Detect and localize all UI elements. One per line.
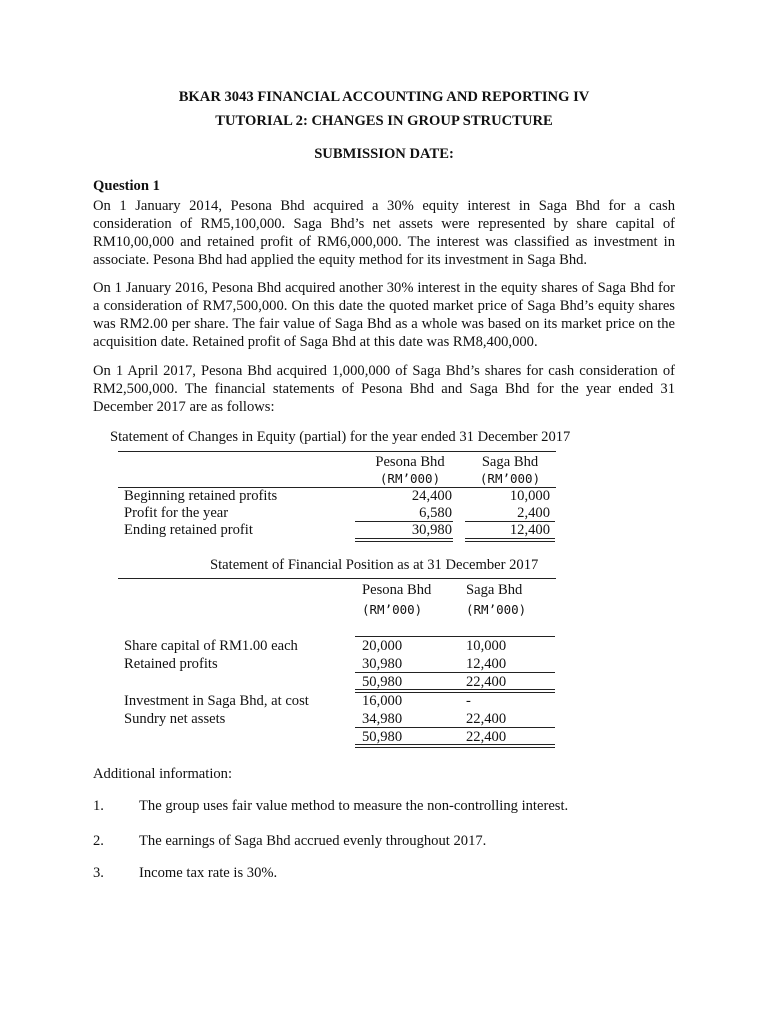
soce-col-saga: Saga Bhd [481,454,539,470]
soce-title: Statement of Changes in Equity (partial) for the year ended 31 December 2017 [110,429,571,445]
sofp-unit-pesona: (RM’000) [362,602,423,617]
sofp-col-saga: Saga Bhd [466,582,523,598]
additional-item-text: The earnings of Saga Bhd accrued evenly throughout 2017. [139,833,487,849]
tutorial-title: TUTORIAL 2: CHANGES IN GROUP STRUCTURE [215,113,553,129]
sofp-top-rule [118,578,556,579]
sofp-row-label: Retained profits [124,656,218,672]
sofp-unit-saga: (RM’000) [466,602,527,617]
paragraph-2: On 1 January 2016, Pesona Bhd acquired another 30% interest in the equity shares of Saga Bhd for a consideration of RM7,500,000. On this date the quoted market price of Saga Bhd’s equity shares was RM2.00 per share. The fair value of Saga Bhd as a whole was based on its market price on the acquisition date. Retained profit of Saga Bhd at this date was RM8,400,000. [93,280,675,350]
soce-row-value: 12,400 [509,522,550,538]
additional-item-number: 2. [93,833,104,849]
soce-top-rule [118,451,556,452]
soce-total-rule [355,541,453,542]
soce-row-label: Ending retained profit [124,522,253,538]
soce-row-value: 6,580 [419,505,452,521]
soce-row-value: 2,400 [517,505,550,521]
sofp-row-value: 20,000 [362,638,403,654]
sofp-row-value: 12,400 [466,656,507,672]
additional-item-text: The group uses fair value method to measure the non-controlling interest. [139,798,569,814]
sofp-row-value: 22,400 [466,674,507,690]
paragraph-1: On 1 January 2014, Pesona Bhd acquired a 30% equity interest in Saga Bhd for a cash consideration of RM5,100,000. Saga Bhd’s net assets were represented by share capital of RM10,00,000 and retained profit of RM6,000,000. The interest was classified as investment in associate. Pesona Bhd had applied the equity method for its investment in Saga Bhd. [93,198,675,268]
course-title: BKAR 3043 FINANCIAL ACCOUNTING AND REPORTING IV [178,89,590,105]
soce-row-label: Profit for the year [124,505,229,521]
sofp-row-value: - [466,693,471,709]
additional-item-number: 3. [93,865,104,881]
soce-col-pesona: Pesona Bhd [375,454,445,470]
soce-total-rule [465,541,555,542]
sofp-row-value: 34,980 [362,711,403,727]
soce-unit-saga: (RM’000) [479,471,541,486]
sofp-row-value: 10,000 [466,638,507,654]
sofp-row-label: Sundry net assets [124,711,226,727]
sofp-row-value: 30,980 [362,656,403,672]
sofp-row-value: 22,400 [466,711,507,727]
sofp-total-rule [355,747,555,748]
additional-item-number: 1. [93,798,104,814]
soce-row-value: 30,980 [411,522,452,538]
sofp-row-value: 16,000 [362,693,403,709]
soce-total-rule [355,538,453,539]
sofp-title: Statement of Financial Position as at 31 December 2017 [210,557,539,573]
sofp-total-rule [355,744,555,745]
sofp-row-label: Investment in Saga Bhd, at cost [124,693,309,709]
soce-unit-pesona: (RM’000) [379,471,441,486]
paragraph-3: On 1 April 2017, Pesona Bhd acquired 1,000,000 of Saga Bhd’s shares for cash consideration of RM2,500,000. The financial statements of Pesona Bhd and Saga Bhd for the year ended 31 December 2017 are as follows: [93,363,675,415]
soce-row-value: 24,400 [411,488,452,504]
sofp-row-value: 50,980 [362,729,403,745]
question-title: Question 1 [93,178,160,194]
soce-row-value: 10,000 [509,488,550,504]
soce-total-rule [465,538,555,539]
sofp-col-pesona: Pesona Bhd [362,582,432,598]
sofp-row-value: 22,400 [466,729,507,745]
sofp-total-rule [355,689,555,690]
sofp-row-value: 50,980 [362,674,403,690]
submission-date: SUBMISSION DATE: [314,146,454,162]
additional-title: Additional information: [93,766,233,782]
sofp-row-label: Share capital of RM1.00 each [124,638,298,654]
additional-item-text: Income tax rate is 30%. [139,865,278,881]
soce-row-label: Beginning retained profits [124,488,278,504]
